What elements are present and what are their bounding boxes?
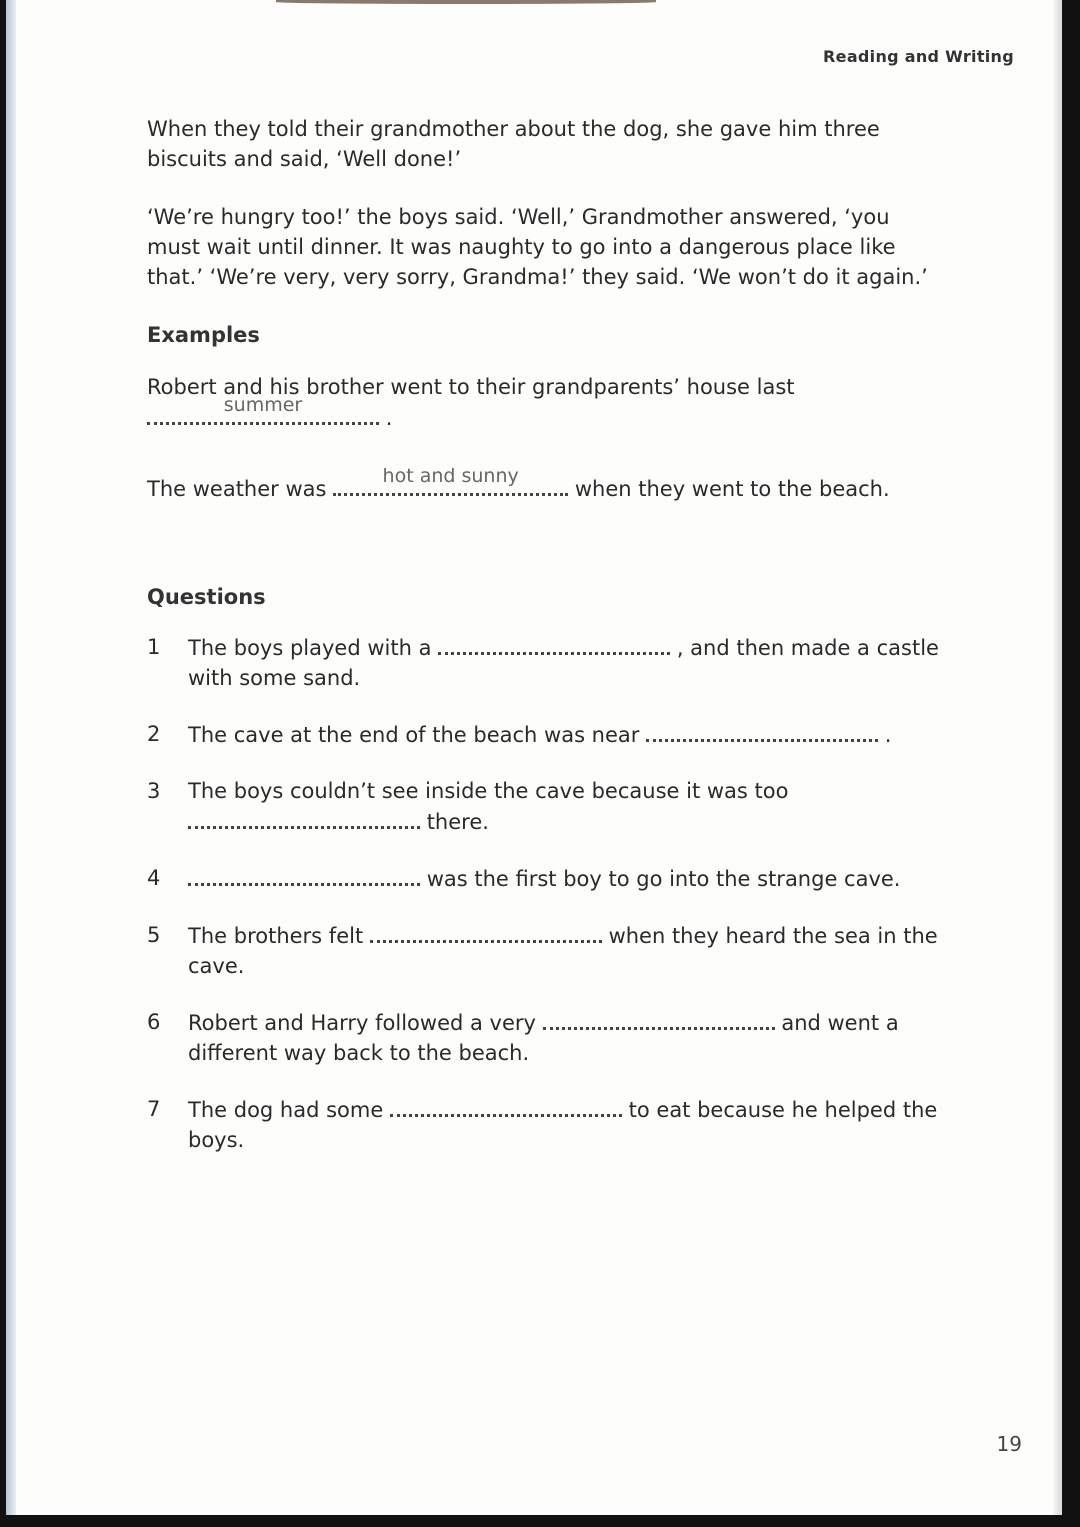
question-text-after: to eat because he helped the boys. <box>188 1098 938 1152</box>
question-4 <box>147 863 947 894</box>
question-number: 7 <box>147 1097 161 1121</box>
question-2 <box>147 719 947 750</box>
question-text-after: there. <box>426 810 489 834</box>
question-number: 5 <box>147 923 161 947</box>
answer-blank[interactable] <box>543 1007 775 1030</box>
page-edge <box>1054 0 1062 1515</box>
question-5 <box>147 920 947 981</box>
question-text-before: The boys played with a <box>188 636 432 660</box>
question-text-after: , and then made a castle with some sand. <box>188 636 939 690</box>
examples-heading: Examples <box>147 323 260 347</box>
question-text-after: was the first boy to go into the strange cave. <box>426 867 901 891</box>
question-text-before: The cave at the end of the beach was near <box>188 723 640 747</box>
page-spine <box>6 0 16 1515</box>
question-1 <box>147 632 947 693</box>
answer-blank[interactable] <box>390 1094 622 1117</box>
example-2 <box>147 465 947 504</box>
example-1 <box>147 372 947 433</box>
worksheet-page <box>6 0 1062 1515</box>
answer-blank[interactable] <box>438 632 670 655</box>
section-header: Reading and Writing <box>823 47 1014 66</box>
question-text-after: when they heard the sea in the cave. <box>188 924 938 978</box>
example-2-after: when they went to the beach. <box>574 477 890 501</box>
question-text-before: Robert and Harry followed a very <box>188 1011 536 1035</box>
answer-blank[interactable] <box>646 719 878 742</box>
example-2-text: The weather was <box>147 477 327 501</box>
question-number: 6 <box>147 1010 161 1034</box>
question-3 <box>147 776 947 837</box>
question-6 <box>147 1007 947 1068</box>
example-2-blank <box>333 465 568 496</box>
question-text-before: The dog had some <box>188 1098 384 1122</box>
question-number: 2 <box>147 722 161 746</box>
main-content <box>147 114 947 1181</box>
answer-blank[interactable] <box>370 920 602 943</box>
page-number: 19 <box>996 1432 1022 1456</box>
questions-heading: Questions <box>147 585 266 609</box>
example-1-text: Robert and his brother went to their grandparents’ house last <box>147 375 795 399</box>
answer-blank[interactable] <box>188 863 420 886</box>
question-text-before: The boys couldn’t see inside the cave because it was too <box>188 779 789 803</box>
example-1-blank <box>147 394 379 425</box>
story-paragraph-1: When they told their grandmother about the dog, she gave him three biscuits and said, ‘Well done!’ <box>147 117 880 171</box>
question-text-after: and went a different way back to the beach. <box>188 1011 899 1065</box>
question-number: 4 <box>147 866 161 890</box>
question-7 <box>147 1094 947 1155</box>
question-number: 3 <box>147 779 161 803</box>
question-text-after: . <box>884 723 892 747</box>
answer-blank[interactable] <box>188 806 420 829</box>
example-1-answer: summer <box>223 394 303 416</box>
top-shadow <box>276 0 656 4</box>
example-2-answer: hot and sunny <box>382 465 519 487</box>
story-paragraph-2: ‘We’re hungry too!’ the boys said. ‘Well,’ Grandmother answered, ‘you must wait until dinner. It was naughty to go into a dangerous place like that.’ ‘We’re very, very sorry, Grandma!’ they said. ‘We won’t do it again.’ <box>147 205 928 289</box>
question-number: 1 <box>147 635 161 659</box>
example-1-after: . <box>385 406 393 430</box>
questions-list <box>147 632 947 1155</box>
question-text-before: The brothers felt <box>188 924 364 948</box>
